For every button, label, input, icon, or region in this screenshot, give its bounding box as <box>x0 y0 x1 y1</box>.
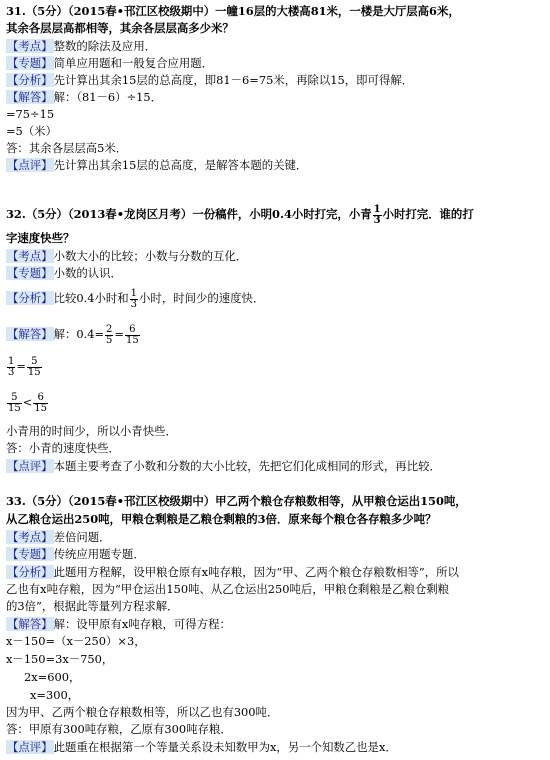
frac-numerator: 1 <box>8 355 15 367</box>
frac-numerator: 2 <box>106 323 113 335</box>
q31-zhuanti-text: 简单应用题和一般复合应用题． <box>53 56 214 70</box>
q33-answer: 答：甲原有300吨存粮，乙原有300吨存粮． <box>6 722 232 736</box>
q31-jieda <box>6 90 162 104</box>
frac-numerator: 5 <box>27 357 42 368</box>
kaodian-tag: 【考点】 <box>7 530 53 544</box>
dianping-tag: 【点评】 <box>7 459 53 473</box>
dianping-tag: 【点评】 <box>7 158 53 172</box>
q33-stem-line2: 从乙粮仓运出250吨，甲粮仓剩粮是乙粮仓剩粮的3倍．原来每个粮仓各存粮多少吨？ <box>6 512 437 526</box>
q33-kaodian <box>6 530 111 544</box>
jieda-tag: 【解答】 <box>7 617 53 631</box>
fraction-one-third <box>373 205 382 226</box>
q33-equation-1: x－150=（x－250）×3， <box>6 634 146 648</box>
q33-stem-line1: 33.（5分）（2015春•邗江区校级期中）甲乙两个粮仓存粮数相等，从甲粮仓运出150吨， <box>6 494 467 508</box>
q32-step-compare <box>6 390 49 414</box>
frac-numerator: 6 <box>33 393 48 404</box>
q32-step-one-third <box>6 354 43 378</box>
q31-dianping <box>6 158 307 172</box>
q32-fenxi-text-b: 小时，时间少的速度快． <box>139 291 265 305</box>
jieda-tag: 【解答】 <box>7 327 53 341</box>
kaodian-tag: 【考点】 <box>7 249 53 263</box>
q33-equation-4: x=300， <box>30 688 80 702</box>
q32-kaodian <box>6 249 247 263</box>
q32-fenxi <box>6 287 264 310</box>
q31-kaodian <box>6 39 156 53</box>
jieda-tag: 【解答】 <box>7 90 53 104</box>
q31-jieda-text: 解：（81－6）÷15． <box>53 90 163 104</box>
q33-fenxi-line1 <box>6 565 459 579</box>
q33-jieda-text: 解：设甲原有x吨存粮，可得方程： <box>53 617 231 631</box>
frac-numerator: 1 <box>130 287 138 299</box>
zhuanti-tag: 【专题】 <box>7 266 53 280</box>
q33-zhuanti <box>6 547 145 561</box>
q31-step2: =5（米） <box>6 124 57 138</box>
fenxi-tag: 【分析】 <box>7 565 53 579</box>
q32-kaodian-text: 小数大小的比较；小数与分数的互化． <box>53 249 248 263</box>
q32-conclusion: 小青用的时间少，所以小青快些． <box>6 424 177 438</box>
q33-dianping-text: 此题重在根据第一个等量关系设未知数甲为x，另一个知数乙也是x． <box>53 740 397 754</box>
q31-kaodian-text: 整数的除法及应用． <box>53 39 157 53</box>
q33-jieda <box>6 617 231 631</box>
fenxi-tag: 【分析】 <box>7 73 53 87</box>
fraction-five-fifteenths <box>27 357 42 378</box>
frac-denominator: 3 <box>8 366 15 378</box>
q32-answer: 答：小青的速度快些． <box>6 441 120 455</box>
q31-step1: =75÷15 <box>6 107 55 121</box>
fraction-one-third <box>7 357 15 378</box>
q31-answer: 答：其余各层层高5米． <box>6 141 128 155</box>
frac-denominator: 15 <box>34 402 48 414</box>
kaodian-tag: 【考点】 <box>7 39 53 53</box>
zhuanti-tag: 【专题】 <box>7 547 53 561</box>
q31-fenxi-text: 先计算出其余15层的总高度，即81－6=75米，再除以15，即可得解． <box>53 73 414 87</box>
q33-fenxi-line3: 的3倍”，根据此等量列方程求解． <box>6 599 179 613</box>
zhuanti-tag: 【专题】 <box>7 56 53 70</box>
frac-denominator: 3 <box>130 298 138 310</box>
fraction-six-fifteenths <box>33 393 48 414</box>
q33-fenxi-line2: 乙也有x吨存粮，因为“甲仓运出150吨、从乙仓运出250吨后，甲粮仓剩粮是乙粮仓剩粮 <box>6 582 450 596</box>
frac-numerator: 1 <box>373 203 381 215</box>
q33-conclusion: 因为甲、乙两个粮仓存粮数相等，所以乙也有300吨． <box>6 705 279 719</box>
q32-stem-part-b: 小时打完．谁的打 <box>382 207 474 221</box>
q32-dianping-text: 本题主要考查了小数和分数的大小比较，先把它们化成相同的形式，再比较． <box>53 459 441 473</box>
q33-dianping <box>6 740 397 754</box>
q32-dianping <box>6 459 441 473</box>
q32-jieda-text: 解：0.4= <box>53 327 105 341</box>
frac-numerator: 5 <box>7 393 22 404</box>
frac-denominator: 15 <box>27 366 41 378</box>
fenxi-tag: 【分析】 <box>7 291 53 305</box>
q31-zhuanti <box>6 56 213 70</box>
q33-equation-3: 2x=600， <box>24 670 81 684</box>
q31-stem-line2: 其余各层层高都相等，其余各层层高多少米？ <box>6 21 234 35</box>
frac-denominator: 3 <box>373 214 381 226</box>
frac-denominator: 15 <box>125 334 139 346</box>
equals-sign: = <box>114 327 124 341</box>
q32-stem-line1 <box>6 203 474 226</box>
q32-jieda <box>6 322 141 346</box>
fraction-two-fifths <box>105 325 113 346</box>
fraction-five-fifteenths <box>7 393 22 414</box>
frac-numerator: 6 <box>125 325 140 336</box>
fraction-six-fifteenths <box>125 325 140 346</box>
dianping-tag: 【点评】 <box>7 740 53 754</box>
q32-zhuanti <box>6 266 122 280</box>
q32-stem-part-a: 32.（5分）（2013春•龙岗区月考）一份稿件，小明0.4小时打完，小青 <box>6 207 372 221</box>
q33-zhuanti-text: 传统应用题专题． <box>53 547 145 561</box>
q31-fenxi <box>6 73 413 87</box>
q31-dianping-text: 先计算出其余15层的总高度，是解答本题的关键． <box>53 158 308 172</box>
q32-stem-line2: 字速度快些？ <box>6 231 75 245</box>
q31-stem-line1: 31.（5分）（2015春•邗江区校级期中）一幢16层的大楼高81米，一楼是大厅层高6米， <box>6 4 460 18</box>
less-than-sign: < <box>22 395 33 409</box>
q33-fenxi-text-1: 此题用方程解，设甲粮仓原有x吨存粮，因为“甲、乙两个粮仓存粮数相等”，所以 <box>53 565 459 579</box>
q33-kaodian-text: 差倍问题． <box>53 530 111 544</box>
q32-zhuanti-text: 小数的认识． <box>53 266 122 280</box>
equals-sign: = <box>16 359 26 373</box>
q33-equation-2: x－150=3x－750， <box>6 652 114 666</box>
fraction-one-third <box>130 289 138 310</box>
frac-denominator: 15 <box>8 402 21 414</box>
frac-denominator: 5 <box>106 334 113 346</box>
q32-fenxi-text-a: 比较0.4小时和 <box>53 291 129 305</box>
